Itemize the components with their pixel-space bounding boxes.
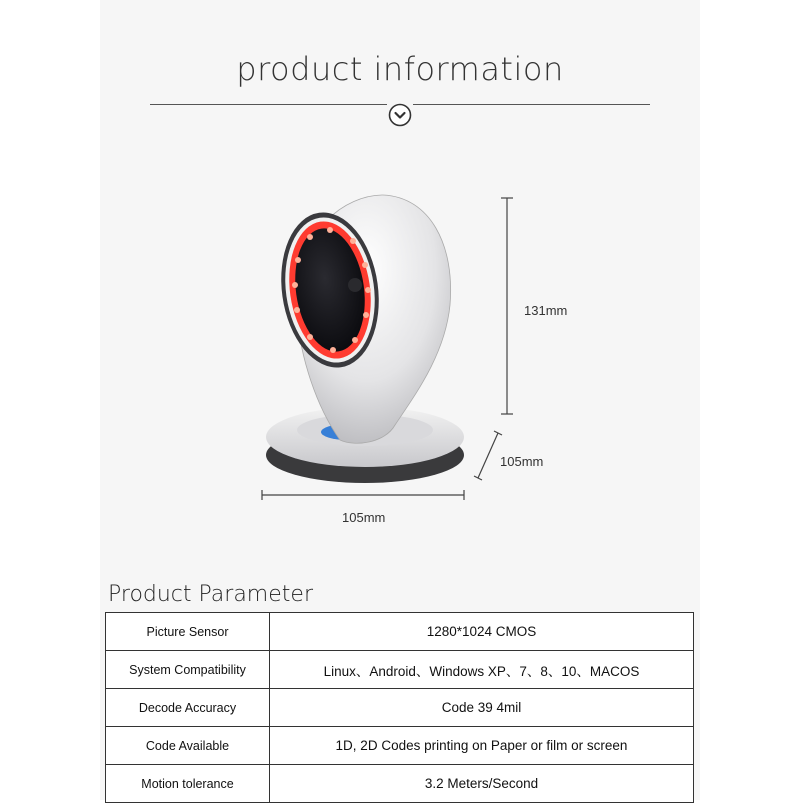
page-title: product information: [236, 50, 564, 88]
param-label: Motion tolerance: [106, 765, 270, 803]
param-value: 3.2 Meters/Second: [270, 765, 694, 803]
table-row: [106, 765, 694, 803]
param-label: Picture Sensor: [106, 613, 270, 651]
section-title: Product Parameter: [108, 582, 313, 607]
table-row: [106, 689, 694, 727]
param-value: Code 39 4mil: [270, 689, 694, 727]
param-value: 1D, 2D Codes printing on Paper or film or screen: [270, 727, 694, 765]
table-row: [106, 727, 694, 765]
param-label: System Compatibility: [106, 651, 270, 689]
param-value: Linux、Android、Windows XP、7、8、10、MACOS: [270, 651, 694, 689]
depth-label: 105mm: [500, 454, 544, 469]
param-label: Decode Accuracy: [106, 689, 270, 727]
table-row: [106, 651, 694, 689]
param-label: Code Available: [106, 727, 270, 765]
param-value: 1280*1024 CMOS: [270, 613, 694, 651]
height-label: 131mm: [524, 303, 568, 318]
parameter-table: [105, 612, 694, 803]
width-label: 105mm: [342, 510, 386, 525]
table-row: [106, 613, 694, 651]
